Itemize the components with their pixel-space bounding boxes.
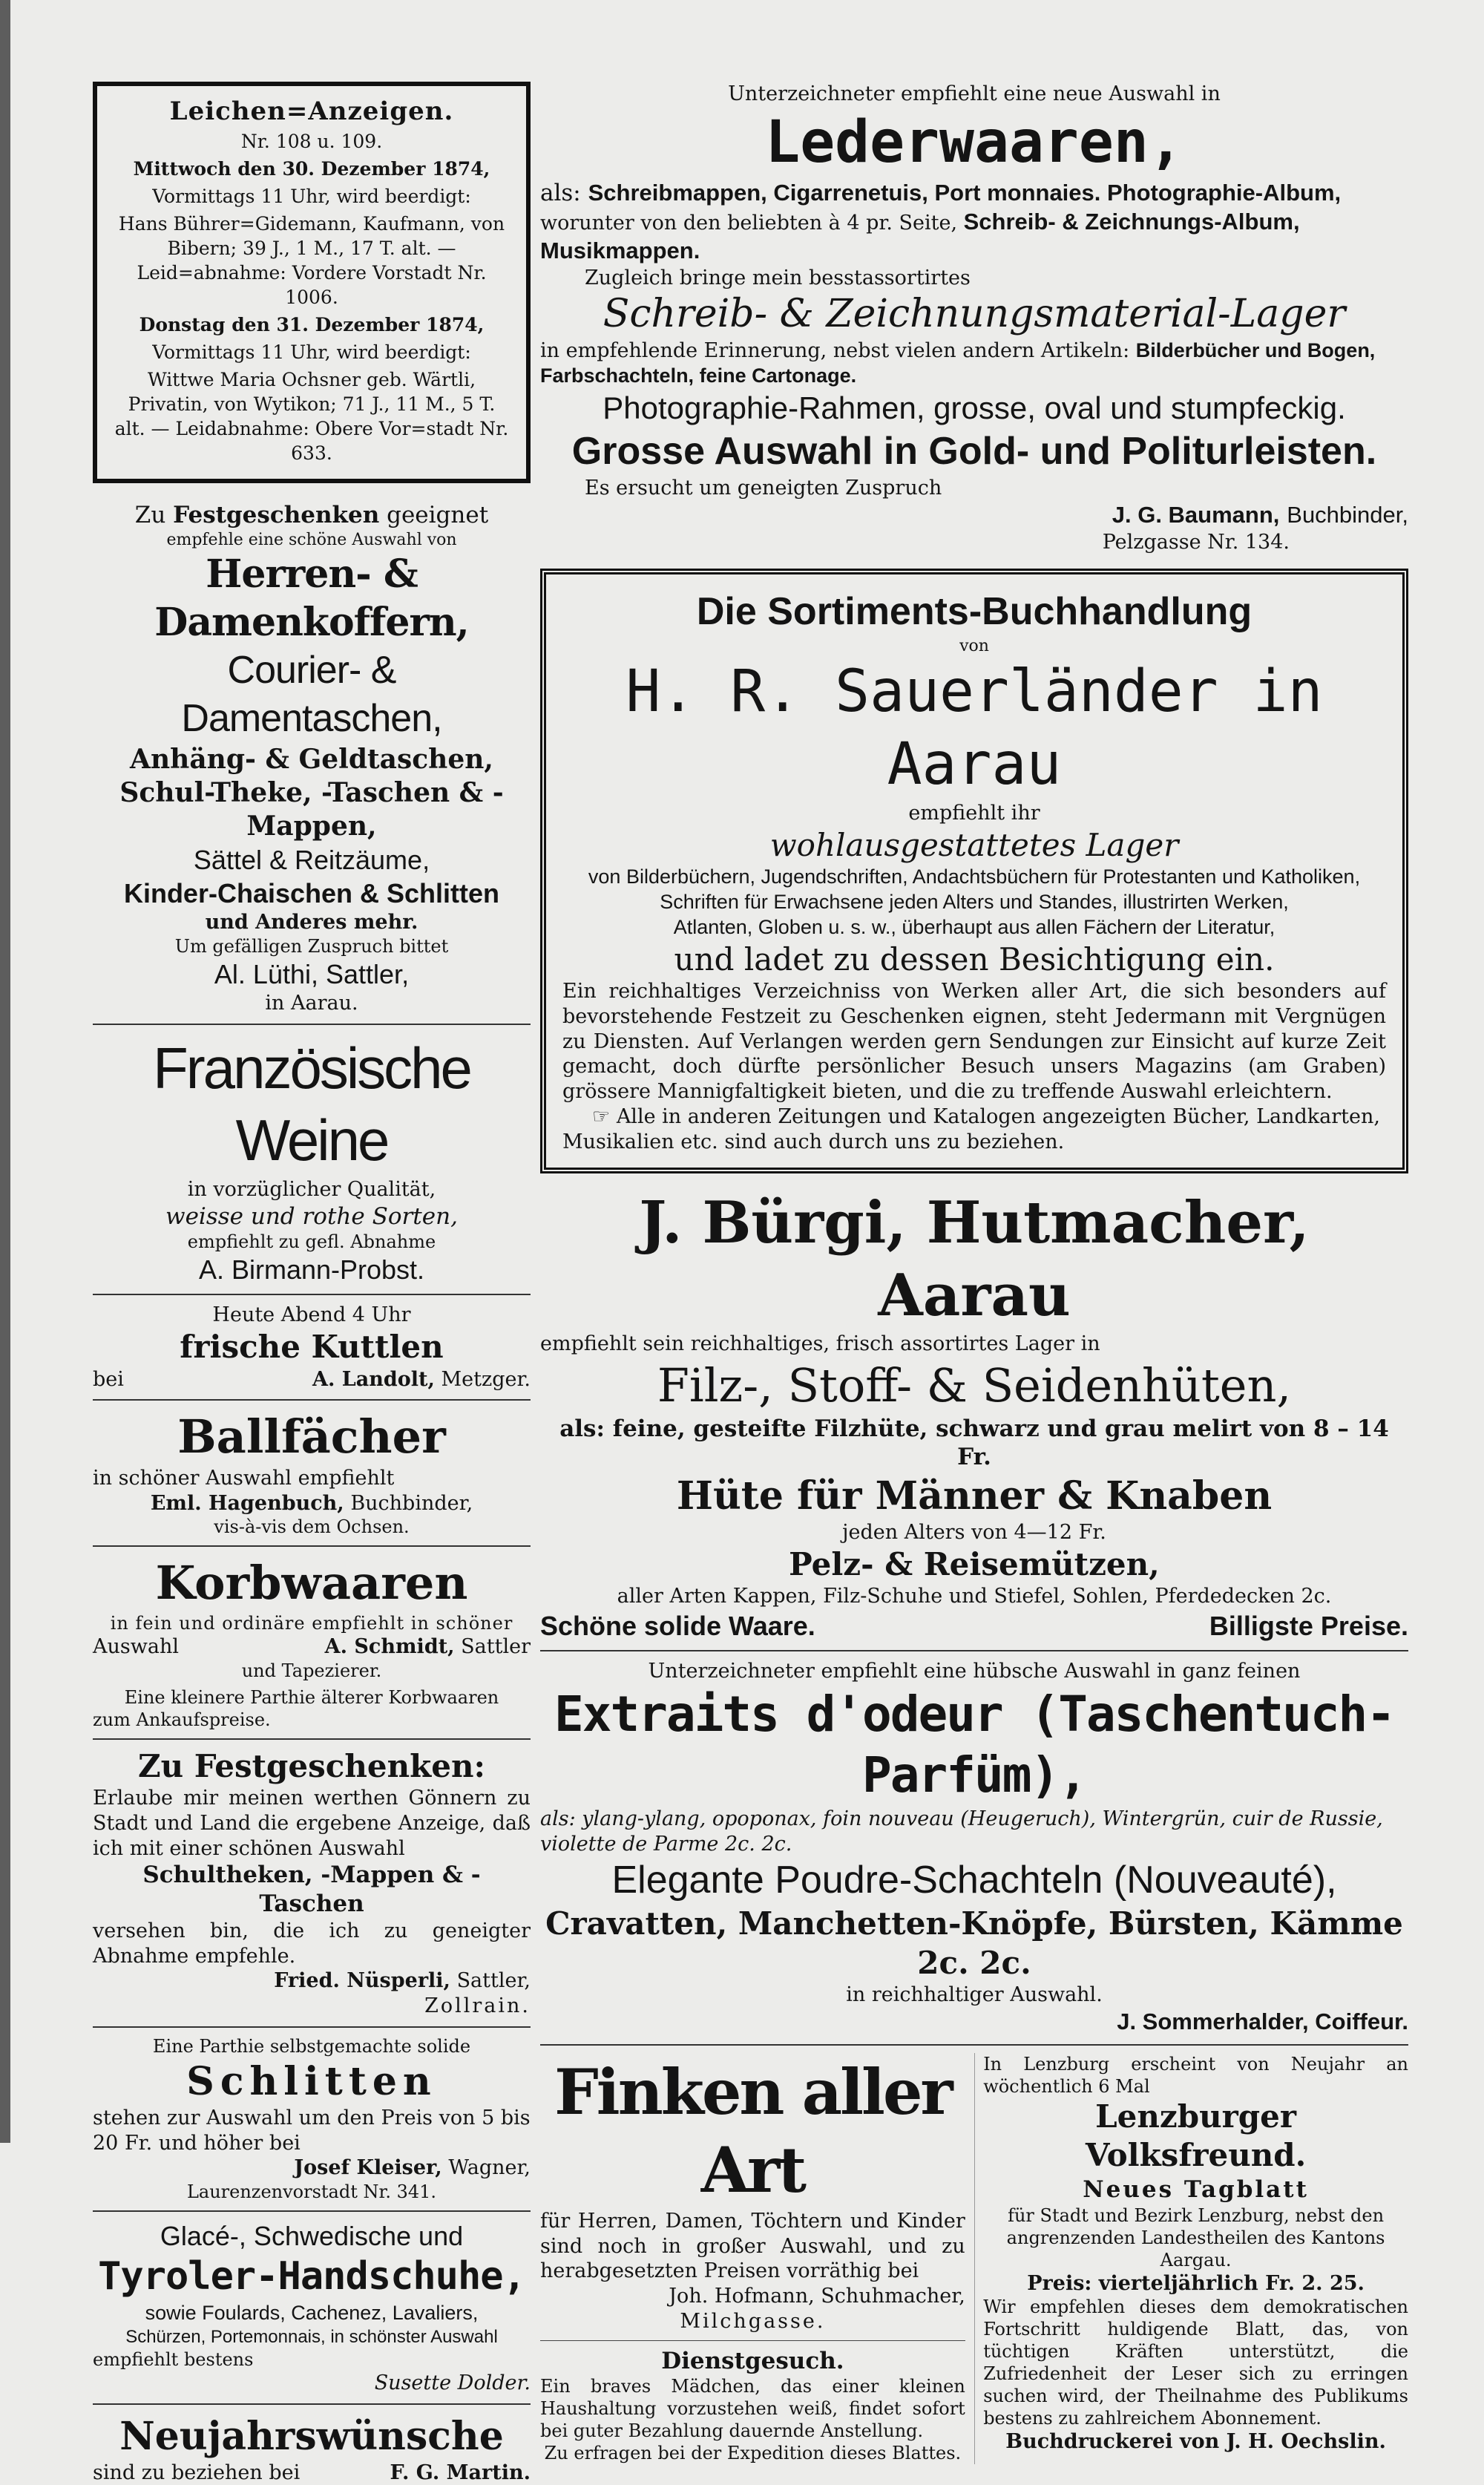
divider xyxy=(93,1399,531,1401)
ad-extraits xyxy=(540,1659,1408,2037)
fest-name: Fried. Nüsperli, xyxy=(274,1969,450,1992)
buergi-line7: aller Arten Kappen, Filz-Schuhe und Stiefel, Sohlen, Pferdedecken 2c. xyxy=(540,1584,1408,1609)
korb-line1: in fein und ordinäre empfiehlt in schöner xyxy=(93,1612,531,1634)
divider xyxy=(93,1024,531,1025)
extraits-title: Extraits d'odeur (Taschentuch-Parfüm), xyxy=(540,1684,1408,1807)
buergi-left: Schöne solide Waare. xyxy=(540,1609,815,1643)
ad-neujahr xyxy=(93,2412,531,2485)
buergi-title: J. Bürgi, Hutmacher, Aarau xyxy=(540,1187,1408,1332)
buergi-line1: empfiehlt sein reichhaltiges, frisch assortirtes Lager in xyxy=(540,1332,1408,1357)
korb-line4: Eine kleinere Parthie älterer Korbwaaren xyxy=(93,1686,531,1709)
ad-lederwaaren xyxy=(540,82,1408,555)
hand-line4: Schürzen, Portemonnais, in schönster Auswahl xyxy=(93,2326,531,2348)
koffer-line11: Al. Lüthi, Sattler, xyxy=(93,957,531,991)
volks-title: Lenzburger Volksfreund. xyxy=(983,2098,1408,2175)
leder-line5a: in empfehlende Erinnerung, nebst vielen andern Artikeln: xyxy=(540,339,1129,362)
leder-name: J. G. Baumann, xyxy=(1112,502,1280,528)
sauer-line7: Atlanten, Globen u. s. w., überhaupt aus allen Fächern der Literatur, xyxy=(562,915,1386,940)
buergi-line2: Filz-, Stoff- & Seidenhüten, xyxy=(540,1357,1408,1415)
korb-line3: und Tapezierer. xyxy=(93,1660,531,1682)
sauer-line5: von Bilderbüchern, Jugendschriften, Andachtsbüchern für Protestanten und Katholiken, xyxy=(562,865,1386,890)
extraits-line2: Elegante Poudre-Schachteln (Nouveauté), xyxy=(540,1856,1408,1905)
death-entry1-name: Hans Bührer=Gidemann, Kaufmann, von Bibern; 39 J., 1 M., 17 T. alt. — Leid=abnahme: Vordere Vorstadt Nr. 1006. xyxy=(111,212,513,310)
volks-line4: Preis: vierteljährlich Fr. 2. 25. xyxy=(983,2271,1408,2296)
divider xyxy=(540,2044,1408,2046)
sauer-line6: Schriften für Erwachsene jeden Alters und Standes, illustrirten Werken, xyxy=(562,890,1386,915)
hand-line3: sowie Foulards, Cachenez, Lavaliers, xyxy=(93,2301,531,2326)
dienst-title: Dienstgesuch. xyxy=(540,2347,965,2376)
hand-line5: empfiehlt bestens xyxy=(93,2348,531,2371)
leder-line2b: Schreib- & Zeichnungs-Album, Musikmappen. xyxy=(540,209,1300,263)
ad-korbwaaren xyxy=(93,1554,531,1730)
koffer-line10: Um gefälligen Zuspruch bittet xyxy=(93,935,531,957)
fest-place: Zollrain. xyxy=(93,1994,531,2019)
kuttlen-bei: bei xyxy=(93,1367,124,1392)
koffer-line6: Schul-Theke, -Taschen & -Mappen, xyxy=(93,776,531,843)
death-entry2-time: Vormittags 11 Uhr, wird beerdigt: xyxy=(111,340,513,364)
balls-line3: vis-à-vis dem Ochsen. xyxy=(93,1516,531,1538)
balls-title: Ballfächer xyxy=(93,1408,531,1466)
weine-line3: empfiehlt zu gefl. Abnahme xyxy=(93,1231,531,1253)
koffer-line12: in Aarau. xyxy=(93,991,531,1016)
hand-name: Susette Dolder. xyxy=(93,2371,531,2396)
extraits-name: J. Sommerhalder, Coiffeur. xyxy=(540,2008,1408,2037)
leder-title: Lederwaaren, xyxy=(540,107,1408,180)
schlitten-line1: Eine Parthie selbstgemachte solide xyxy=(93,2035,531,2057)
bottom-left xyxy=(540,2053,974,2465)
weine-title: Französische Weine xyxy=(93,1032,531,1177)
ad-weine xyxy=(93,1032,531,1287)
leder-line5b: Bilderbücher und Bogen, Farbschachteln, feine Cartonage. xyxy=(540,339,1375,387)
ad-ballfaecher xyxy=(93,1408,531,1538)
korb-name: A. Schmidt, xyxy=(325,1635,455,1658)
schlitten-place: Laurenzenvorstadt Nr. 341. xyxy=(93,2181,531,2203)
koffer-line1b: Festgeschenken xyxy=(173,502,379,528)
balls-trade: Buchbinder, xyxy=(350,1492,473,1515)
sauer-line3: empfiehlt ihr xyxy=(562,801,1386,826)
ad-dienstgesuch xyxy=(540,2347,965,2465)
buergi-line3: als: feine, gesteifte Filzhüte, schwarz und grau melirt von 8 – 14 Fr. xyxy=(540,1415,1408,1473)
leder-trade: Buchbinder, xyxy=(1287,502,1408,528)
divider xyxy=(540,2340,965,2341)
korb-line5: zum Ankaufspreise. xyxy=(93,1709,531,1731)
ad-buergi xyxy=(540,1187,1408,1643)
sauer-line1: Die Sortiments-Buchhandlung xyxy=(562,588,1386,636)
leder-line7: Grosse Auswahl in Gold- und Politurleisten. xyxy=(540,428,1408,476)
ad-festgeschenke xyxy=(93,1747,531,2019)
fest-body1: Erlaube mir meinen werthen Gönnern zu Stadt und Land die ergebene Anzeige, daß ich mit einer schönen Auswahl xyxy=(93,1786,531,1861)
leder-line2a: worunter von den beliebten à 4 pr. Seite, xyxy=(540,212,957,235)
ad-koffer xyxy=(93,501,531,1016)
schlitten-line2: stehen zur Auswahl um den Preis von 5 bis 20 Fr. und höher bei xyxy=(93,2106,531,2156)
ad-handschuhe xyxy=(93,2219,531,2396)
divider xyxy=(93,2210,531,2212)
leder-line1b: Schreibmappen, Cigarrenetuis, Port monnaies. Photographie-Album, xyxy=(588,180,1342,206)
dienst-footer: Zu erfragen bei der Expedition dieses Blattes. xyxy=(540,2442,965,2464)
volks-line2: Neues Tagblatt xyxy=(983,2175,1408,2204)
leder-line1a: als: xyxy=(540,180,581,206)
death-entry2-date: Donstag den 31. Dezember 1874, xyxy=(111,312,513,337)
koffer-line2: empfehle eine schöne Auswahl von xyxy=(93,530,531,551)
koffer-line1a: Zu xyxy=(135,502,166,528)
bottom-right xyxy=(974,2053,1409,2465)
korb-trade: Sattler xyxy=(461,1635,531,1658)
buergi-line5: jeden Alters von 4—12 Fr. xyxy=(540,1520,1408,1545)
leder-line3: Zugleich bringe mein besstassortirtes xyxy=(540,266,1408,291)
ad-sauerlaender-box xyxy=(540,569,1408,1174)
sauer-title: H. R. Sauerländer in Aarau xyxy=(562,656,1386,801)
pointing-hand-icon: ☞ xyxy=(592,1105,610,1128)
buergi-line4: Hüte für Männer & Knaben xyxy=(540,1472,1408,1520)
bottom-split xyxy=(540,2053,1408,2465)
extraits-line4: in reichhaltiger Auswahl. xyxy=(540,1983,1408,2008)
extraits-intro: Unterzeichneter empfiehlt eine hübsche Auswahl in ganz feinen xyxy=(540,1659,1408,1684)
fest-title: Zu Festgeschenken: xyxy=(93,1747,531,1787)
balls-name: Eml. Hagenbuch, xyxy=(151,1492,344,1515)
korb-line2a: Auswahl xyxy=(93,1634,179,1660)
koffer-line8: Kinder-Chaischen & Schlitten xyxy=(93,877,531,910)
koffer-line4: Courier- & Damentaschen, xyxy=(93,646,531,743)
divider xyxy=(93,1738,531,1740)
hand-line1: Glacé-, Schwedische und xyxy=(93,2219,531,2253)
sauer-line10: Alle in anderen Zeitungen und Katalogen angezeigten Bücher, Landkarten, Musikalien etc. sind auch durch uns zu beziehen. xyxy=(562,1105,1380,1153)
weine-line2: weisse und rothe Sorten, xyxy=(93,1202,531,1231)
divider xyxy=(93,1545,531,1547)
leder-line4: Schreib- & Zeichnungsmaterial-Lager xyxy=(540,290,1408,338)
neujahr-title: Neujahrswünsche xyxy=(93,2412,531,2461)
death-notices-box xyxy=(93,82,531,483)
divider xyxy=(93,2403,531,2405)
koffer-line7: Sättel & Reitzäume, xyxy=(93,843,531,877)
neujahr-name: F. G. Martin. xyxy=(390,2461,531,2485)
sauer-line9: Ein reichhaltiges Verzeichniss von Werken aller Art, die sich besonders auf bevorstehende Festzeit zu Geschenken eignen, steht Jedermann mit Vergnügen zu Diensten. Auf Verlangen werden gern Sendungen zur Einsicht auf kurze Zeit gemacht, doch dürfte persönlicher Besuch unsers Magazins (am Graben) grössere Mannigfaltigkeit bieten, und die zu treffende Auswahl erleichtern. xyxy=(562,979,1386,1104)
kuttlen-line2: frische Kuttlen xyxy=(93,1328,531,1367)
sauer-line4: wohlausgestattetes Lager xyxy=(562,826,1386,865)
schlitten-name: Josef Kleiser, xyxy=(294,2156,441,2179)
ad-schlitten xyxy=(93,2035,531,2203)
kuttlen-name: A. Landolt, xyxy=(312,1368,435,1391)
schlitten-title: Schlitten xyxy=(93,2057,531,2106)
hand-line2: Tyroler-Handschuhe, xyxy=(93,2253,531,2301)
extraits-line3: Cravatten, Manchetten-Knöpfe, Bürsten, Kämme 2c. 2c. xyxy=(540,1905,1408,1983)
death-notices-number: Nr. 108 u. 109. xyxy=(111,129,513,154)
finken-title: Finken aller Art xyxy=(540,2053,965,2209)
volks-line1: In Lenzburg erscheint von Neujahr an wöchentlich 6 Mal xyxy=(983,2053,1408,2098)
fest-body3: versehen bin, die ich zu geneigter Abnahme empfehle. xyxy=(93,1919,531,1969)
weine-line4: A. Birmann-Probst. xyxy=(93,1253,531,1286)
finken-place: Milchgasse. xyxy=(540,2309,965,2334)
finken-name: Joh. Hofmann, Schuhmacher, xyxy=(540,2284,965,2309)
dienst-body: Ein braves Mädchen, das einer kleinen Haushaltung vorzustehen weiß, findet sofort bei guter Bezahlung dauernde Anstellung. xyxy=(540,2375,965,2442)
leder-line8: Es ersucht um geneigten Zuspruch xyxy=(540,476,1408,501)
extraits-line1: als: ylang-ylang, opoponax, foin nouveau (Heugeruch), Wintergrün, cuir de Russie, violette de Parme 2c. 2c. xyxy=(540,1807,1408,1857)
leder-line6: Photographie-Rahmen, grosse, oval und stumpfeckig. xyxy=(540,389,1408,428)
koffer-line3: Herren- & Damenkoffern, xyxy=(93,550,531,646)
kuttlen-trade: Metzger. xyxy=(441,1368,531,1391)
finken-body: für Herren, Damen, Töchtern und Kinder sind noch in großer Auswahl, und zu herabgesetzten Preisen vorräthig bei xyxy=(540,2209,965,2284)
ad-kuttlen xyxy=(93,1303,531,1392)
leder-intro: Unterzeichneter empfiehlt eine neue Auswahl in xyxy=(540,82,1408,107)
volks-line3: für Stadt und Bezirk Lenzburg, nebst den angrenzenden Landestheilen des Kantons Aargau. xyxy=(983,2204,1408,2271)
balls-line1: in schöner Auswahl empfiehlt xyxy=(93,1466,394,1491)
ad-finken xyxy=(540,2053,965,2334)
divider xyxy=(93,2026,531,2028)
buergi-line6: Pelz- & Reisemützen, xyxy=(540,1545,1408,1585)
death-entry1-date: Mittwoch den 30. Dezember 1874, xyxy=(111,157,513,181)
sauer-line2: von xyxy=(562,636,1386,657)
left-column xyxy=(93,82,531,2485)
leder-place: Pelzgasse Nr. 134. xyxy=(540,530,1408,555)
buergi-right: Billigste Preise. xyxy=(1209,1609,1408,1643)
volks-footer: Buchdruckerei von J. H. Oechslin. xyxy=(983,2429,1408,2455)
death-entry2-name: Wittwe Maria Ochsner geb. Wärtli, Privatin, von Wytikon; 71 J., 11 M., 5 T. alt. — Leidabnahme: Obere Vor=stadt Nr. 633. xyxy=(111,367,513,465)
neujahr-line1: sind zu beziehen bei xyxy=(93,2461,300,2485)
death-entry1-time: Vormittags 11 Uhr, wird beerdigt: xyxy=(111,184,513,209)
fest-body2: Schultheken, -Mappen & -Taschen xyxy=(93,1861,531,1919)
kuttlen-line1: Heute Abend 4 Uhr xyxy=(93,1303,531,1328)
koffer-line5: Anhäng- & Geldtaschen, xyxy=(93,743,531,776)
ad-volksfreund xyxy=(983,2053,1408,2455)
divider xyxy=(540,1650,1408,1651)
weine-line1: in vorzüglicher Qualität, xyxy=(93,1177,531,1202)
schlitten-trade: Wagner, xyxy=(448,2156,531,2179)
divider xyxy=(93,1294,531,1295)
sauer-line8: und ladet zu dessen Besichtigung ein. xyxy=(562,940,1386,980)
korb-title: Korbwaaren xyxy=(93,1554,531,1612)
koffer-line1c: geeignet xyxy=(387,502,488,528)
right-column xyxy=(540,82,1408,2464)
fest-trade: Sattler, xyxy=(457,1969,531,1992)
death-notices-title: Leichen=Anzeigen. xyxy=(111,96,513,126)
page-binding-edge xyxy=(0,0,10,2143)
volks-line5: Wir empfehlen dieses dem demokratischen Fortschritt huldigende Blatt, das, von tüchtigen Kräften unterstützt, die Zufriedenheit der Leser sich zu erringen suchen wird, der Theilnahme des Publikums bestens zu zahlreichem Abonnement. xyxy=(983,2296,1408,2429)
koffer-line9: und Anderes mehr. xyxy=(93,910,531,935)
